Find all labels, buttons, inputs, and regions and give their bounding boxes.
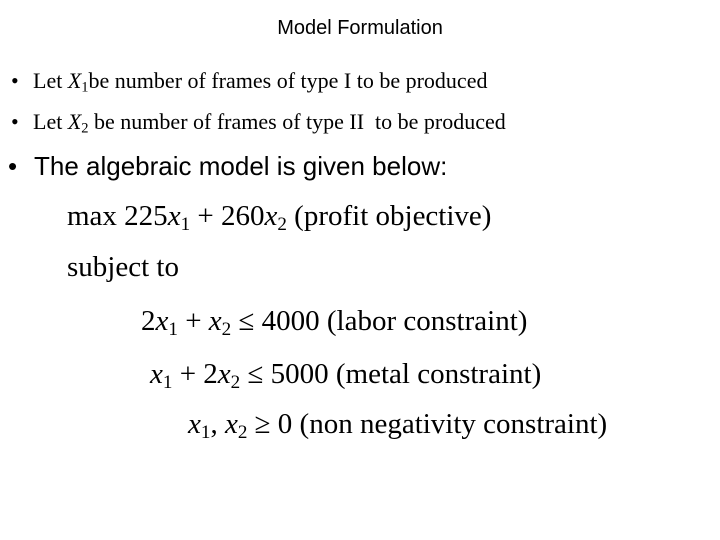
- objective-mid: + 260: [190, 200, 265, 232]
- variable-x1: x: [188, 408, 201, 440]
- slide-title: Model Formulation: [277, 17, 443, 39]
- subscript-2: 2: [237, 421, 248, 443]
- metal-mid: + 2: [172, 358, 218, 390]
- variable-x2: x: [208, 305, 222, 337]
- variable-x: X: [67, 109, 82, 134]
- variable-x1: x: [155, 305, 169, 337]
- bullet-marker: •: [8, 151, 18, 181]
- variable-subscript: 2: [81, 120, 89, 137]
- objective-prefix: max 225: [67, 200, 168, 232]
- variable-x2: x: [217, 358, 231, 390]
- bullet-text-post: be number of frames of type II to be produced: [88, 109, 506, 134]
- bullet-text-pre: Let: [33, 109, 68, 134]
- subject-to-label: subject to: [67, 251, 179, 283]
- labor-mid: +: [177, 305, 209, 337]
- objective-function: [67, 200, 491, 233]
- subscript-1: 1: [200, 421, 211, 443]
- variable-x1: x: [150, 358, 163, 390]
- bullet-marker: •: [11, 109, 19, 134]
- objective-suffix: (profit objective): [286, 200, 492, 232]
- subscript-1: 1: [162, 371, 173, 393]
- non-negativity-constraint: [188, 408, 607, 441]
- variable-x1: x: [167, 200, 181, 232]
- bullet-text: The algebraic model is given below:: [34, 151, 448, 181]
- subscript-2: 2: [221, 318, 232, 340]
- bullet-frames-type-2: [11, 109, 506, 135]
- metal-constraint: [150, 358, 541, 391]
- bullet-marker: •: [11, 68, 19, 93]
- variable-subscript: 1: [81, 79, 89, 96]
- bullet-text-pre: Let: [33, 68, 68, 93]
- nonneg-suffix: ≥ 0 (non negativity constraint): [247, 408, 608, 440]
- subscript-1: 1: [180, 213, 191, 235]
- labor-suffix: ≤ 4000 (labor constraint): [231, 305, 528, 337]
- labor-constraint: [141, 305, 527, 338]
- bullet-frames-type-1: [11, 68, 487, 94]
- variable-x: X: [67, 68, 82, 93]
- variable-x2: x: [264, 200, 278, 232]
- nonneg-mid: ,: [210, 408, 225, 440]
- labor-prefix: 2: [141, 305, 156, 337]
- metal-suffix: ≤ 5000 (metal constraint): [240, 358, 542, 390]
- variable-x2: x: [224, 408, 238, 440]
- bullet-text-post: be number of frames of type I to be produced: [88, 68, 488, 93]
- subscript-2: 2: [230, 371, 241, 393]
- bullet-algebraic-model: [8, 151, 447, 182]
- subscript-1: 1: [168, 318, 178, 340]
- subscript-2: 2: [277, 213, 287, 235]
